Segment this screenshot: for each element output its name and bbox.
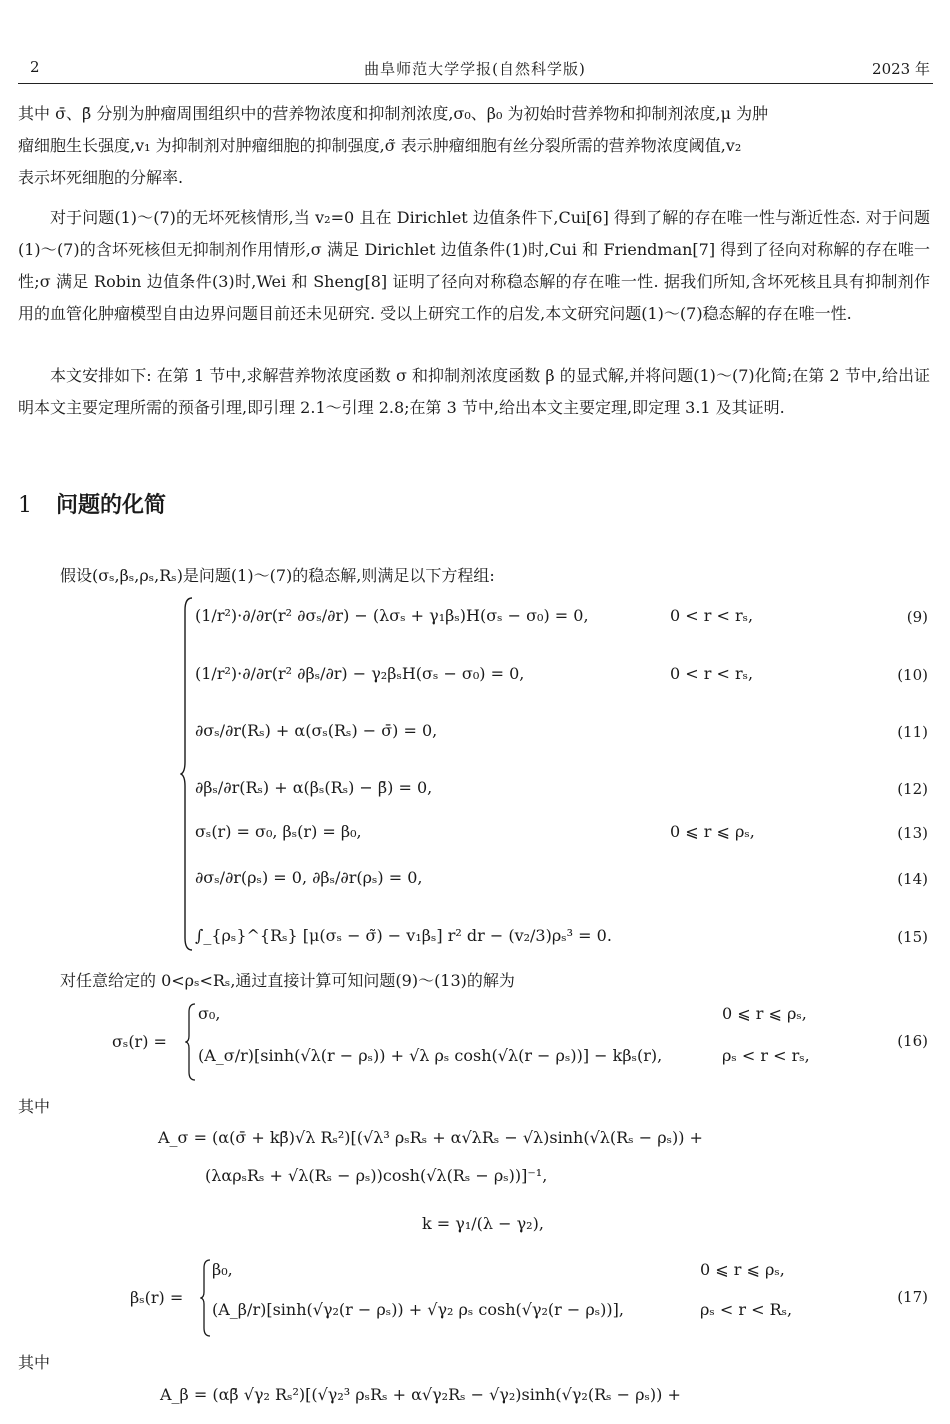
outline-paragraph: 本文安排如下: 在第 1 节中,求解营养物浓度函数 σ 和抑制剂浓度函数 β 的显式解,并将问题(1)～(7)化简;在第 2 节中,给出证明本文主要定理所需的预备引理,即引理 2.1～引理 2.8;在第 3 节中,给出本文主要定理,即定理 3.1 及其证明. <box>18 366 930 417</box>
journal-title: 曲阜师范大学学报(自然科学版) <box>364 60 586 78</box>
equation-number-12: (12) <box>897 780 928 798</box>
intro-line: 表示坏死细胞的分解率. <box>18 168 184 187</box>
solution-intro-line: 对任意给定的 0<ρₛ<Rₛ,通过直接计算可知问题(9)～(13)的解为 <box>60 971 515 990</box>
sigma-case-1-condition: 0 ⩽ r ⩽ ρₛ, <box>722 1004 807 1023</box>
equation-number-17: (17) <box>897 1288 928 1306</box>
sigma-case-2-condition: ρₛ < r < rₛ, <box>722 1046 810 1065</box>
sigma-case-1: σ₀, <box>198 1004 221 1023</box>
beta-case-1-condition: 0 ⩽ r ⩽ ρₛ, <box>700 1260 785 1279</box>
section-number: 1 <box>18 493 32 518</box>
condition-10: 0 < r < rₛ, <box>670 664 754 683</box>
equation-15: ∫_{ρₛ}^{Rₛ} [μ(σₛ − σ̃) − v₁βₛ] r² dr − (v₂/3)ρₛ³ = 0. <box>195 926 612 945</box>
equation-number-11: (11) <box>897 723 928 741</box>
running-header <box>0 40 950 80</box>
assumption-line: 假设(σₛ,βₛ,ρₛ,Rₛ)是问题(1)～(7)的稳态解,则满足以下方程组: <box>60 566 495 585</box>
intro-line: 其中 σ̄、β̄ 分别为肿瘤周围组织中的营养物浓度和抑制剂浓度,σ₀、β₀ 为初始时营养物和抑制剂浓度,μ 为肿 <box>18 104 769 123</box>
page-number: 2 <box>30 58 40 76</box>
beta-brace <box>200 1258 212 1342</box>
k-definition: k = γ₁/(λ − γ₂), <box>422 1214 544 1233</box>
system-brace <box>180 596 194 956</box>
header-rule <box>18 83 933 84</box>
intro-line: 瘤细胞生长强度,v₁ 为抑制剂对肿瘤细胞的抑制强度,σ̃ 表示肿瘤细胞有丝分裂所需的营养物浓度阈值,v₂ <box>18 136 742 155</box>
where-label: 其中 <box>18 1097 51 1116</box>
equation-number-14: (14) <box>897 870 928 888</box>
year: 2023 年 <box>872 60 930 78</box>
beta-case-2-condition: ρₛ < r < Rₛ, <box>700 1300 793 1319</box>
left-brace-icon <box>200 1258 212 1338</box>
equation-number-15: (15) <box>897 928 928 946</box>
beta-case-2: (A_β/r)[sinh(√γ₂(r − ρₛ)) + √γ₂ ρₛ cosh(√γ₂(r − ρₛ))], <box>212 1300 624 1319</box>
sigma-case-2: (A_σ/r)[sinh(√λ(r − ρₛ)) + √λ ρₛ cosh(√λ(r − ρₛ))] − kβₛ(r), <box>198 1046 663 1065</box>
sigma-brace <box>185 1002 197 1086</box>
A-sigma-line-2: (λαρₛRₛ + √λ(Rₛ − ρₛ))cosh(√λ(Rₛ − ρₛ))]⁻¹, <box>205 1166 548 1185</box>
sigma-lhs: σₛ(r) = <box>112 1032 167 1051</box>
A-beta-line-1: A_β = (αβ̄ √γ₂ Rₛ²)[(√γ₂³ ρₛRₛ + α√γ₂Rₛ − √γ₂)sinh(√γ₂(Rₛ − ρₛ)) + <box>160 1385 681 1404</box>
intro-paragraph <box>18 98 933 194</box>
beta-lhs: βₛ(r) = <box>130 1288 184 1307</box>
equation-number-9: (9) <box>906 608 928 626</box>
left-brace-icon <box>180 596 194 952</box>
equation-9: (1/r²)·∂/∂r(r² ∂σₛ/∂r) − (λσₛ + γ₁βₛ)H(σₛ − σ₀) = 0, <box>195 606 589 625</box>
A-sigma-line-1: A_σ = (α(σ̄ + kβ̄)√λ Rₛ²)[(√λ³ ρₛRₛ + α√λRₛ − √λ)sinh(√λ(Rₛ − ρₛ)) + <box>158 1128 703 1147</box>
equation-10: (1/r²)·∂/∂r(r² ∂βₛ/∂r) − γ₂βₛH(σₛ − σ₀) = 0, <box>195 664 525 683</box>
equation-number-13: (13) <box>897 824 928 842</box>
section-title: 问题的化简 <box>56 493 167 518</box>
equation-number-10: (10) <box>897 666 928 684</box>
condition-13: 0 ⩽ r ⩽ ρₛ, <box>670 822 755 841</box>
related-work-paragraph: 对于问题(1)～(7)的无坏死核情形,当 v₂=0 且在 Dirichlet 边值条件下,Cui[6] 得到了解的存在唯一性与渐近性态. 对于问题(1)～(7)的含坏死核但无抑制剂作用情形,σ 满足 Dirichlet 边值条件(1)时,Cui 和 Friendman[7] 得到了径向对称解的存在唯一性;σ 满足 Robin 边值条件(3)时,Wei 和 Sheng[8] 证明了径向对称稳态解的存在唯一性. 据我们所知,含坏死核且具有抑制剂作用的血管化肿瘤模型自由边界问题目前还未见研究. 受以上研究工作的启发,本文研究问题(1)～(7)稳态解的存在唯一性. <box>18 208 930 323</box>
beta-case-1: β₀, <box>212 1260 233 1279</box>
equation-11: ∂σₛ/∂r(Rₛ) + α(σₛ(Rₛ) − σ̄) = 0, <box>195 721 438 740</box>
condition-9: 0 < r < rₛ, <box>670 606 754 625</box>
equation-12: ∂βₛ/∂r(Rₛ) + α(βₛ(Rₛ) − β̄) = 0, <box>195 778 433 797</box>
where-label-2: 其中 <box>18 1353 51 1372</box>
equation-13: σₛ(r) = σ₀, βₛ(r) = β₀, <box>195 822 362 841</box>
equation-number-16: (16) <box>897 1032 928 1050</box>
section-heading <box>18 488 166 519</box>
left-brace-icon <box>185 1002 197 1082</box>
equation-14: ∂σₛ/∂r(ρₛ) = 0, ∂βₛ/∂r(ρₛ) = 0, <box>195 868 423 887</box>
